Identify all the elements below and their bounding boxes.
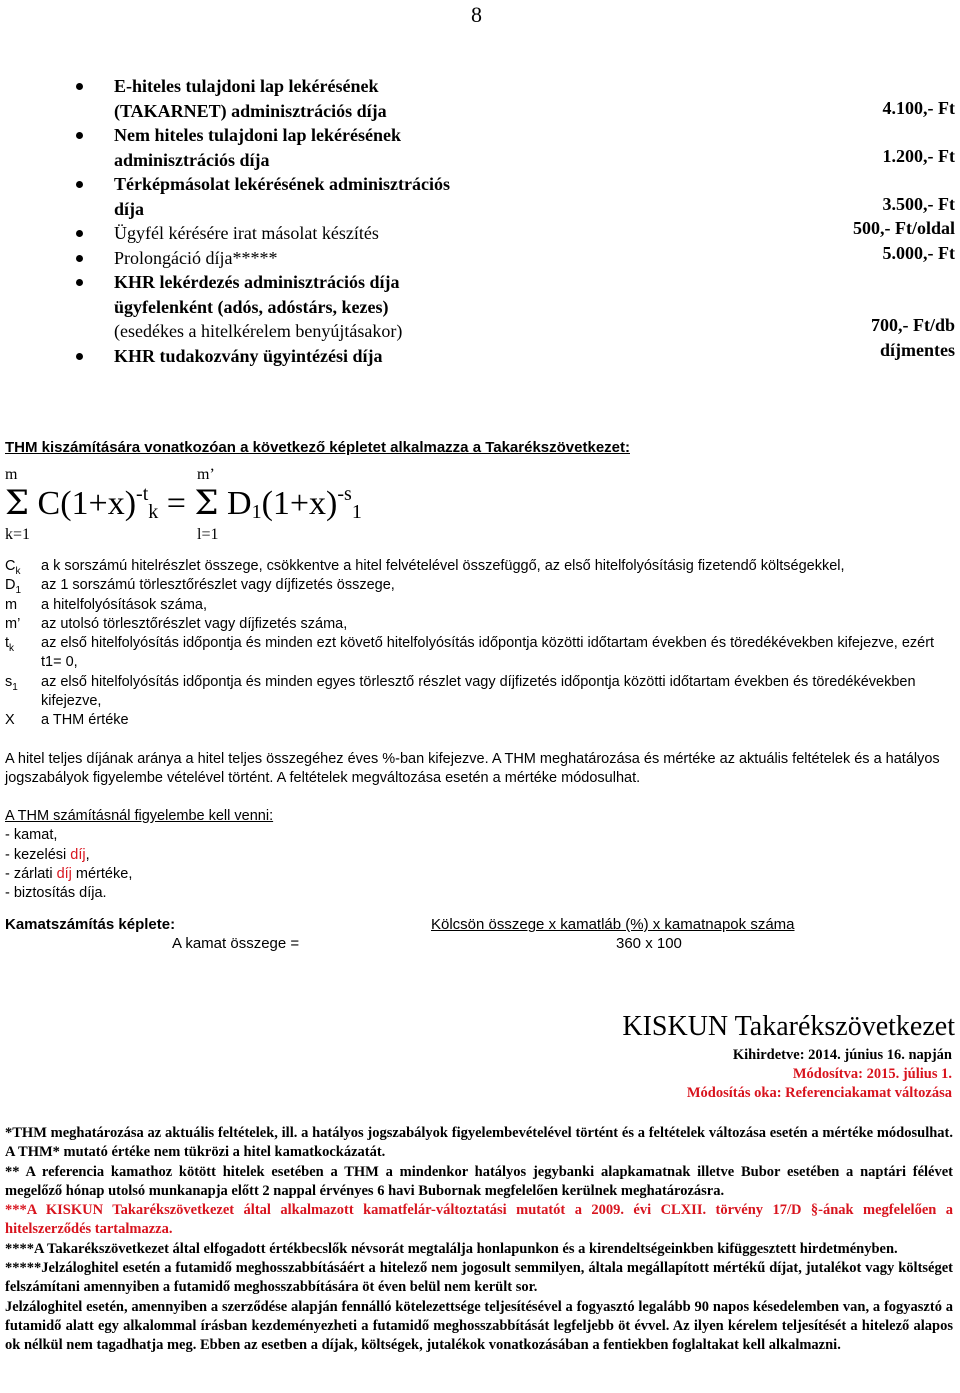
- sigma-symbol: Σ: [194, 483, 219, 523]
- definition-text: az első hitelfolyósítás időpontja és minden ezt követő hitelfolyósítás időpontja közötti időtartam években és töredékévekben kifejezve, ezért t1= 0,: [41, 635, 935, 671]
- bullet-icon: [76, 279, 83, 286]
- formula-left-lower: k=1: [5, 526, 31, 543]
- fee-amount: 5.000,- Ft: [882, 243, 955, 263]
- modified-date: Módosítva: 2015. július 1.: [792, 1066, 952, 1082]
- definition-symbol: $s_1$: [5, 673, 18, 693]
- interest-numerator: Kölcsön összege x kamatláb (%) x kamatnapok száma: [431, 916, 795, 933]
- formula-right-term: (1+x): [261, 485, 338, 522]
- fee-label: E-hiteles tulajdoni lap lekérésének: [114, 76, 379, 96]
- definition-row: [5, 596, 955, 615]
- thm-paragraph: A hitel teljes díjának aránya a hitel teljes összegéhez éves %-ban kifejezve. A THM meghatározása és mértéke az aktuális feltételek és a hatályos jogszabályok figyelembe vételével történt. A feltételek megváltozása esetén a mértéke módosulhat.: [5, 751, 940, 787]
- interest-lhs: A kamat összege =: [172, 935, 300, 952]
- formula-left-sub: k: [148, 501, 159, 523]
- footnote: ** A referencia kamathoz kötött hitelek esetében a THM a mindenkor hatályos jegybanki alapkamatnak illetve Bubor esetében a naptári félévet megelőző hónap utolsó munkanapja előtt 2 nappal érvényes 6 havi Bubornak megfelelően kerülnek meghatározásra.: [5, 1163, 953, 1199]
- definition-text: a THM értéke: [41, 712, 129, 729]
- fee-list: [76, 74, 476, 368]
- footnote: Jelzáloghitel esetén, amennyiben a szerződése alapján fennálló kötelezettsége teljesítésével a fogyasztó legalább 90 napos késedelemben van, a fogyasztó a futamidő alatt egy alkalommal írásban kezdeményezheti a futamidő meghosszabbítását legfeljebb öt évvel. Az ilyen kérelem teljesítését a hitelező alapos ok nélkül nem tagadhatja meg. Ebben az esetben a díjak, költségek, jutalékok vonatkozásában a fentiekben foglaltakat kell alkalmazni.: [5, 1298, 953, 1354]
- interest-denominator: 360 x 100: [616, 935, 682, 952]
- fee-item: [76, 344, 476, 369]
- fee-amount: 1.200,- Ft: [882, 146, 955, 166]
- footnote: *THM meghatározása az aktuális feltételek, ill. a hatályos jogszabályok figyelembevételével történt és a feltételek változása esetén a mértéke módosulhat. A THM* mutató értéke nem tükrözi a hitel kamatkockázatát.: [5, 1125, 953, 1161]
- definition-symbol: m’: [5, 615, 21, 632]
- fee-amount: 500,- Ft/oldal: [853, 218, 955, 238]
- definition-symbol: X: [5, 712, 15, 729]
- formula-left-upper: m: [5, 466, 18, 483]
- consider-heading: A THM számításnál figyelembe kell venni:: [5, 808, 274, 824]
- sigma-symbol: Σ: [5, 483, 30, 523]
- page-number: 8: [471, 2, 482, 27]
- announced-date: Kihirdetve: 2014. június 16. napján: [732, 1047, 952, 1063]
- formula-right-lower: l=1: [197, 526, 219, 543]
- fee-item: [76, 270, 476, 344]
- fee-label: Nem hiteles tulajdoni lap lekérésének: [114, 125, 401, 145]
- bullet-icon: [76, 132, 83, 139]
- formula-right-exp: -s: [337, 483, 352, 505]
- fee-item: [76, 123, 476, 172]
- definition-text: a hitelfolyósítások száma,: [41, 596, 208, 613]
- fee-amount: 700,- Ft/db: [870, 315, 955, 335]
- consider-section: [5, 807, 955, 903]
- definition-row: [5, 673, 955, 712]
- consider-item: - zárlati díj mértéke,: [5, 865, 133, 882]
- fee-label: díja: [114, 198, 145, 219]
- fee-item: [76, 172, 476, 221]
- fee-amount: díjmentes: [880, 340, 955, 360]
- formula-right-d: D: [227, 485, 252, 522]
- bullet-icon: [76, 255, 83, 262]
- definition-row: [5, 615, 955, 634]
- thm-heading: THM kiszámítására vonatkozóan a következő képletet alkalmazza a Takarékszövetkezet:: [5, 439, 630, 456]
- fee-label: Térképmásolat lekérésének adminisztrációs: [114, 174, 450, 194]
- formula: [5, 483, 362, 524]
- definition-text: az 1 sorszámú törlesztőrészlet vagy díjfizetés összege,: [41, 577, 395, 594]
- consider-item: - biztosítás díja.: [5, 885, 107, 902]
- footnote: *****Jelzáloghitel esetén a futamidő meghosszabbításáért a hitelező nem jogosult semmilyen, általa megállapított mértékű díjat, jutalékot vagy költséget felszámítani amennyiben a futamidő meghosszabbítására öt éven belül nem került sor.: [5, 1260, 953, 1296]
- fee-label: (esedékes a hitelkérelem benyújtásakor): [114, 321, 403, 341]
- bullet-icon: [76, 181, 83, 188]
- definition-symbol: $t_k$: [5, 635, 15, 655]
- definition-row: [5, 576, 955, 595]
- bullet-icon: [76, 230, 83, 237]
- fee-amount: 3.500,- Ft: [882, 194, 955, 214]
- definition-row: [5, 634, 955, 673]
- formula-left-term: C(1+x): [37, 485, 137, 522]
- formula-right-upper: m’: [197, 466, 215, 483]
- footnote: ***A KISKUN Takarékszövetkezet által alkalmazott kamatfelár-változtatási mutatót a 2009. évi CLXII. törvény 17/D §-ának megfelelően a hitelszerződés tartalmazza.: [5, 1202, 953, 1238]
- fee-item: [76, 221, 476, 246]
- consider-item: - kezelési díj,: [5, 846, 90, 863]
- fee-label: KHR tudakozvány ügyintézési díja: [114, 345, 383, 366]
- fee-label: Ügyfél kérésére irat másolat készítés: [114, 223, 379, 243]
- fee-label: Prolongáció díja*****: [114, 247, 278, 268]
- modification-reason: Módosítás oka: Referenciakamat változása: [686, 1085, 952, 1101]
- definition-text: a k sorszámú hitelrészlet összege, csökkentve a hitel felvételével összefüggő, az első hitelfolyósításig fizetendő költségekkel,: [41, 558, 845, 574]
- consider-item: - kamat,: [5, 827, 58, 844]
- formula-right-d-sub: 1: [251, 501, 262, 523]
- fee-item: [76, 74, 476, 123]
- footnote: ****A Takarékszövetkezet által elfogadott értékbecslők névsorát megtalálja honlapunkon és a kirendeltségeinkben kifüggesztett hirdetményben.: [5, 1240, 898, 1257]
- fee-item: [76, 246, 476, 271]
- definitions-list: [5, 557, 955, 731]
- fee-label: ügyfelenként (adós, adóstárs, kezes): [114, 296, 389, 317]
- definition-text: az utolsó törlesztőrészlet vagy díjfizetés száma,: [41, 615, 348, 632]
- definition-row: [5, 711, 955, 730]
- bullet-icon: [76, 353, 83, 360]
- definition-text: az első hitelfolyósítás időpontja és minden egyes törlesztő részlet vagy díjfizetés időpontja közötti időtartam években és töredékévekben kifejezve,: [41, 673, 916, 710]
- definition-symbol: $C_k$: [5, 558, 21, 577]
- bullet-icon: [76, 83, 83, 90]
- formula-right-sub: 1: [351, 501, 362, 523]
- definition-row: [5, 557, 955, 576]
- interest-label: Kamatszámítás képlete:: [5, 916, 176, 933]
- fee-label: adminisztrációs díja: [114, 149, 270, 170]
- definition-symbol: m: [5, 596, 18, 613]
- formula-equals: =: [166, 485, 186, 522]
- definition-symbol: $D_1$: [5, 577, 22, 597]
- company-name: KISKUN Takarékszövetkezet: [622, 1011, 955, 1042]
- fee-label: KHR lekérdezés adminisztrációs díja: [114, 272, 400, 292]
- footnotes: [5, 1124, 953, 1356]
- fee-label: (TAKARNET) adminisztrációs díja: [114, 100, 387, 121]
- formula-left-exp: -t: [136, 483, 149, 505]
- fee-amount: 4.100,- Ft: [882, 98, 955, 118]
